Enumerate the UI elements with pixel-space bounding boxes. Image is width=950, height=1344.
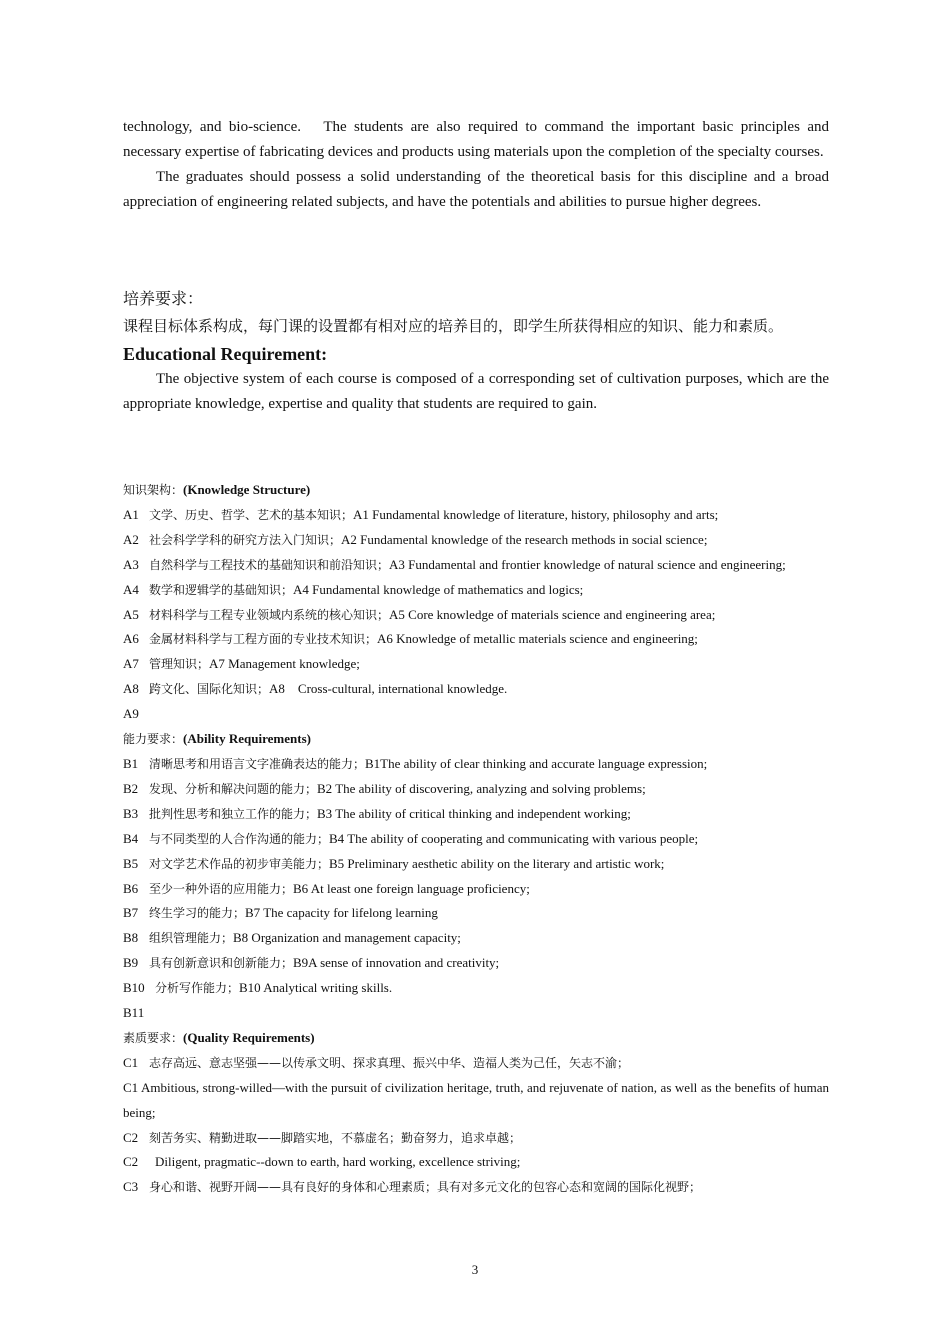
list-item <box>123 926 829 951</box>
list-item <box>123 503 829 528</box>
list-item <box>123 901 829 926</box>
item-text-en: A1 Fundamental knowledge of literature, history, philosophy and arts; <box>353 506 719 522</box>
item-text-zh: 社会科学学科的研究方法入门知识； <box>149 532 342 547</box>
item-text-en: B10 Analytical writing skills. <box>239 980 393 996</box>
ability-title <box>123 727 829 752</box>
item-text-en: B2 The ability of discovering, analyzing and solving problems; <box>317 780 646 796</box>
requirements-text-zh: 课程目标体系构成，每门课的设置都有相对应的培养目的，即学生所获得相应的知识、能力和素质。 <box>123 317 784 335</box>
list-item <box>123 652 829 677</box>
item-text-zh: 数学和逻辑学的基础知识； <box>149 582 294 597</box>
item-text-zh: 管理知识； <box>149 657 210 672</box>
item-code: B3 <box>123 805 139 821</box>
ability-title-en: (Ability Requirements) <box>183 731 311 747</box>
item-text-en: B5 Preliminary aesthetic ability on the literary and artistic work; <box>329 855 665 871</box>
ability-title-zh: 能力要求： <box>123 732 184 747</box>
item-text-zh: 发现、分析和解决问题的能力； <box>149 781 318 796</box>
list-item <box>123 528 829 553</box>
item-code: A3 <box>123 556 139 572</box>
item-text-en: A5 Core knowledge of materials science and engineering area; <box>389 606 716 622</box>
item-text-en: A2 Fundamental knowledge of the research methods in social science; <box>341 531 708 547</box>
item-text-zh: 组织管理能力； <box>149 931 234 946</box>
quality-title-zh: 素质要求： <box>123 1030 184 1045</box>
item-code: A4 <box>123 581 139 597</box>
item-text-zh: 分析写作能力； <box>155 981 240 996</box>
list-item <box>123 852 829 877</box>
item-text-zh: 清晰思考和用语言文字准确表达的能力； <box>149 756 366 771</box>
item-text-en: B9A sense of innovation and creativity; <box>293 955 500 971</box>
item-text-en: A7 Management knowledge; <box>209 656 360 672</box>
list-item <box>123 553 829 578</box>
quality-code: C2 <box>123 1129 139 1145</box>
quality-text-en: Diligent, pragmatic--down to earth, hard working, excellence striving; <box>155 1154 521 1170</box>
quality-title-en: (Quality Requirements) <box>183 1029 315 1045</box>
item-text-zh: 具有创新意识和创新能力； <box>149 956 294 971</box>
intro-paragraph-1: technology, and bio-science. The students are also required to command the important basic principles and necessary expertise of fabricating devices and products using materials upon the completion of the specialty courses. <box>123 119 829 160</box>
knowledge-title-en: (Knowledge Structure) <box>183 482 311 497</box>
page-number: 3 <box>471 1262 479 1277</box>
item-code: A2 <box>123 531 139 547</box>
quality-title <box>123 1026 829 1051</box>
quality-code: C3 <box>123 1179 139 1195</box>
list-item <box>123 578 829 603</box>
item-code: B4 <box>123 830 139 846</box>
list-item <box>123 752 829 777</box>
item-code: B5 <box>123 855 139 871</box>
item-text-en: B3 The ability of critical thinking and independent working; <box>317 805 631 821</box>
item-text-zh: 至少一种外语的应用能力； <box>149 881 294 896</box>
item-code: A1 <box>123 506 139 522</box>
item-text-en: B1The ability of clear thinking and accurate language expression; <box>365 755 708 771</box>
item-text-zh: 对文学艺术作品的初步审美能力； <box>149 856 330 871</box>
knowledge-title <box>123 478 829 503</box>
quality-text-zh: 刻苦务实、精勤进取——脚踏实地，不慕虚名；勤奋努力，追求卓越； <box>149 1130 522 1145</box>
item-text-zh: 材料科学与工程专业领域内系统的核心知识； <box>149 607 390 622</box>
item-text-en: B8 Organization and management capacity; <box>233 930 461 946</box>
item-text-zh: 金属材料科学与工程方面的专业技术知识； <box>149 632 378 647</box>
item-code: A7 <box>123 656 139 672</box>
list-item <box>123 677 829 702</box>
list-item <box>123 627 829 652</box>
intro-paragraph-2: The graduates should possess a solid understanding of the theoretical basis for this discipline and a broad appreciation of engineering related subjects, and have the potentials and abilities to pursue higher degrees. <box>123 169 829 210</box>
item-code: B6 <box>123 880 139 896</box>
requirements-text-en: The objective system of each course is composed of a corresponding set of cultivation purposes, which are the appropriate knowledge, expertise and quality that students are required to gain. <box>123 371 829 412</box>
item-code: A6 <box>123 631 139 647</box>
item-text-en: B4 The ability of cooperating and communicating with various people; <box>329 830 699 846</box>
item-text-en: A3 Fundamental and frontier knowledge of natural science and engineering; <box>389 556 786 572</box>
item-code: A8 <box>123 681 139 697</box>
item-text-zh: 终生学习的能力； <box>149 906 246 921</box>
item-text-en: A4 Fundamental knowledge of mathematics and logics; <box>293 581 584 597</box>
requirements-heading-en: Educational Requirement: <box>123 344 328 364</box>
item-text-en: B7 The capacity for lifelong learning <box>245 905 438 921</box>
item-code: B1 <box>123 755 139 771</box>
item-code: B7 <box>123 905 139 921</box>
list-item <box>123 827 829 852</box>
requirements-heading-zh: 培养要求： <box>123 289 204 308</box>
quality-code: C2 <box>123 1154 139 1170</box>
item-text-zh: 与不同类型的人合作沟通的能力； <box>149 831 330 846</box>
item-text-zh: 跨文化、国际化知识； <box>149 682 270 697</box>
list-item <box>123 976 829 1001</box>
ability-trailing: B11 <box>123 1005 145 1021</box>
requirements-section <box>123 286 829 417</box>
quality-text-zh: 身心和谐、视野开阔——具有良好的身体和心理素质；具有对多元文化的包容心态和宽阔的国际化视野； <box>149 1180 702 1195</box>
item-text-zh: 自然科学与工程技术的基础知识和前沿知识； <box>149 557 390 572</box>
list-item <box>123 877 829 902</box>
knowledge-title-zh: 知识架构： <box>123 483 184 497</box>
list-item <box>123 802 829 827</box>
ability-items <box>123 752 829 1001</box>
item-text-zh: 批判性思考和独立工作的能力； <box>149 806 318 821</box>
knowledge-items <box>123 503 829 702</box>
quality-text-zh: 志存高远、意志坚强——以传承文明、探求真理、振兴中华、造福人类为己任，矢志不渝； <box>149 1055 630 1070</box>
item-code: B2 <box>123 780 139 796</box>
quality-c2-zh <box>123 1126 829 1151</box>
item-text-en: A6 Knowledge of metallic materials science and engineering; <box>377 631 698 647</box>
item-code: A5 <box>123 606 139 622</box>
quality-c3-zh <box>123 1175 829 1200</box>
item-text-en: A8 Cross-cultural, international knowledge. <box>269 681 508 697</box>
list-item <box>123 603 829 628</box>
intro-section <box>123 115 829 215</box>
quality-c1-zh <box>123 1051 829 1076</box>
quality-c2-en <box>123 1150 829 1175</box>
list-item <box>123 777 829 802</box>
requirements-list <box>123 478 829 1200</box>
list-item <box>123 951 829 976</box>
item-code: B9 <box>123 955 139 971</box>
knowledge-trailing: A9 <box>123 706 139 722</box>
item-code: B8 <box>123 930 139 946</box>
item-code: B10 <box>123 980 145 996</box>
item-text-en: B6 At least one foreign language proficiency; <box>293 880 530 896</box>
item-text-zh: 文学、历史、哲学、艺术的基本知识； <box>149 507 354 522</box>
quality-c1-en: C1 Ambitious, strong-willed—with the pursuit of civilization heritage, truth, and rejuvenate of nation, as well as the benefits of human being; <box>123 1079 829 1120</box>
quality-code: C1 <box>123 1054 139 1070</box>
